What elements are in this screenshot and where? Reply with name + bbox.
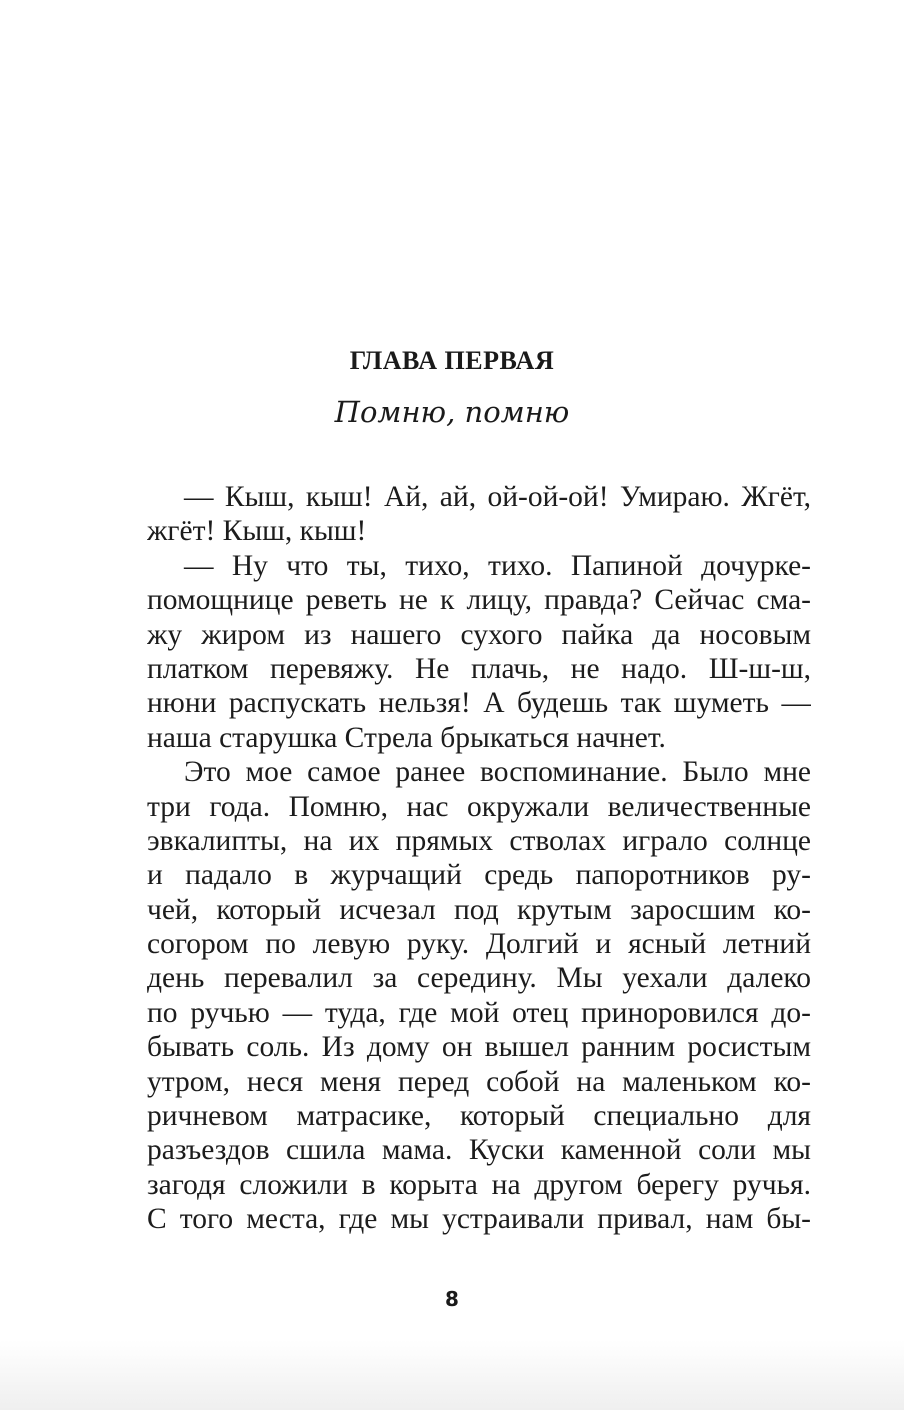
text-line: помощнице реветь не к лицу, правда? Сейчас сма- [147,584,811,617]
text-line: — Кыш, кыш! Ай, ай, ой-ой-ой! Умираю. Жгёт, [184,481,811,513]
page-number: 8 [445,1287,459,1311]
text-line: по ручью — туда, где мой отец приноровился до- [147,996,811,1029]
text-line: наша старушка Стрела брыкаться начнет. [147,721,666,754]
text-line: чей, который исчезал под крутым заросшим ко- [147,893,811,926]
text-line: жу жиром из нашего сухого пайка да носовым [147,618,811,651]
text-line: ричневом матрасике, который специально для [147,1100,811,1133]
text-line: бывать соль. Из дому он вышел ранним росистым [147,1031,811,1064]
text-line: разъездов сшила мама. Куски каменной соли мы [147,1134,811,1167]
text-line: загодя сложили в корыта на другом берегу ручья. [147,1168,811,1201]
text-line: утром, неся меня перед собой на маленьком ко- [147,1065,811,1098]
text-line: — Ну что ты, тихо, тихо. Папиной дочурке- [184,549,811,582]
bottom-shadow [0,1340,904,1410]
text-line: эвкалипты, на их прямых стволах играло солнце [147,824,811,857]
text-line: С того места, где мы устраивали привал, нам бы- [147,1203,811,1236]
text-line: жгёт! Кыш, кыш! [147,515,367,548]
body-text [147,480,811,1237]
text-line: согором по левую руку. Долгий и ясный летний [147,928,811,961]
text-line: и падало в журчащий средь папоротников ру- [147,859,811,892]
text-line: день перевалил за середину. Мы уехали далеко [147,962,811,995]
text-line: платком перевяжу. Не плачь, не надо. Ш-ш-ш, [147,652,811,685]
chapter-heading: ГЛАВА ПЕРВАЯ [349,346,555,375]
text-line: три года. Помню, нас окружали величественные [147,790,811,823]
text-line: нюни распускать нельзя! А будешь так шуметь — [147,687,811,720]
text-line: Это мое самое ранее воспоминание. Было мне [184,756,811,789]
chapter-title: Помню, помню [334,395,570,429]
